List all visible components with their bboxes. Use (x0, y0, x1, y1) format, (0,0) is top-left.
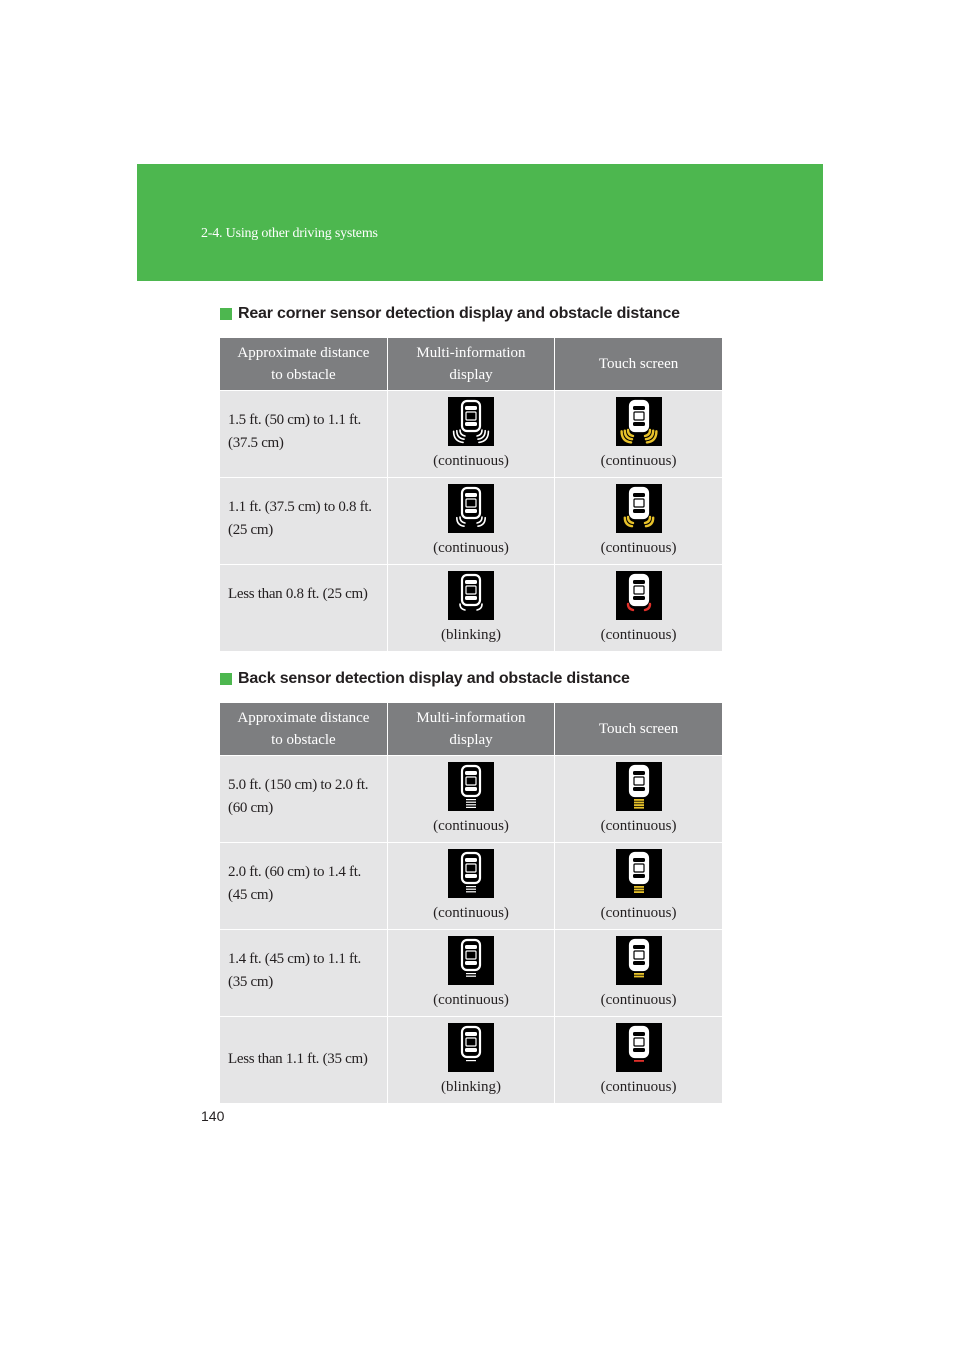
multi-info-cell (387, 390, 554, 477)
multi-info-cell (387, 755, 554, 842)
car-sensor-icon (616, 1023, 662, 1072)
touch-screen-cell (555, 755, 722, 842)
state-label: (continuous) (600, 991, 677, 1008)
car-sensor-icon (616, 849, 662, 898)
distance-cell: 5.0 ft. (150 cm) to 2.0 ft. (60 cm) (220, 755, 387, 842)
car-sensor-icon (448, 397, 494, 446)
header-touch-screen: Touch screen (555, 703, 722, 755)
section-bullet-icon (220, 673, 232, 685)
state-label: (continuous) (600, 1078, 677, 1095)
distance-cell: 1.1 ft. (37.5 cm) to 0.8 ft. (25 cm) (220, 477, 387, 564)
state-label: (continuous) (433, 817, 509, 834)
multi-info-cell (387, 1016, 554, 1103)
page-number: 140 (201, 1108, 225, 1124)
chapter-header-band (137, 164, 823, 281)
header-distance: Approximate distance to obstacle (220, 338, 387, 390)
car-sensor-icon (616, 397, 662, 446)
distance-cell: 1.5 ft. (50 cm) to 1.1 ft. (37.5 cm) (220, 390, 387, 477)
distance-cell: 2.0 ft. (60 cm) to 1.4 ft. (45 cm) (220, 842, 387, 929)
touch-screen-cell (555, 564, 722, 651)
state-label: (continuous) (600, 904, 677, 921)
header-distance: Approximate distance to obstacle (220, 703, 387, 755)
state-label: (blinking) (440, 1078, 501, 1095)
touch-screen-cell (555, 929, 722, 1016)
state-label: (continuous) (433, 452, 509, 469)
state-label: (continuous) (433, 991, 509, 1008)
car-sensor-icon (448, 936, 494, 985)
touch-screen-cell (555, 390, 722, 477)
distance-cell: Less than 1.1 ft. (35 cm) (220, 1016, 387, 1103)
multi-info-cell (387, 842, 554, 929)
car-sensor-icon (616, 762, 662, 811)
table-header-row (220, 703, 722, 755)
state-label: (continuous) (600, 452, 677, 469)
car-sensor-icon (616, 484, 662, 533)
header-multi-info: Multi-information display (387, 338, 554, 390)
car-sensor-icon (448, 849, 494, 898)
car-sensor-icon (448, 571, 494, 620)
car-sensor-icon (448, 484, 494, 533)
header-touch-screen: Touch screen (555, 338, 722, 390)
table-row (220, 390, 722, 477)
table-row (220, 929, 722, 1016)
distance-cell: 1.4 ft. (45 cm) to 1.1 ft. (35 cm) (220, 929, 387, 1016)
table-row (220, 842, 722, 929)
header-multi-info: Multi-information display (387, 703, 554, 755)
state-label: (continuous) (600, 626, 677, 643)
corner-sensor-table (220, 338, 722, 651)
back-section-title-text: Back sensor detection display and obstacle distance (238, 670, 630, 687)
back-sensor-table (220, 703, 722, 1103)
table-row (220, 477, 722, 564)
car-sensor-icon (616, 571, 662, 620)
touch-screen-cell (555, 1016, 722, 1103)
car-sensor-icon (448, 762, 494, 811)
touch-screen-cell (555, 842, 722, 929)
table-header-row (220, 338, 722, 390)
chapter-title: 2-4. Using other driving systems (201, 226, 378, 241)
multi-info-cell (387, 477, 554, 564)
state-label: (continuous) (600, 539, 677, 556)
touch-screen-cell (555, 477, 722, 564)
table-row (220, 755, 722, 842)
corner-section-title (220, 305, 680, 323)
distance-cell: Less than 0.8 ft. (25 cm) (220, 564, 387, 651)
state-label: (continuous) (600, 817, 677, 834)
corner-section-title-text: Rear corner sensor detection display and obstacle distance (238, 305, 680, 322)
car-sensor-icon (616, 936, 662, 985)
state-label: (blinking) (440, 626, 501, 643)
car-sensor-icon (448, 1023, 494, 1072)
multi-info-cell (387, 929, 554, 1016)
state-label: (continuous) (433, 539, 509, 556)
table-row (220, 1016, 722, 1103)
state-label: (continuous) (433, 904, 509, 921)
table-row (220, 564, 722, 651)
back-section-title (220, 670, 630, 688)
section-bullet-icon (220, 308, 232, 320)
multi-info-cell (387, 564, 554, 651)
